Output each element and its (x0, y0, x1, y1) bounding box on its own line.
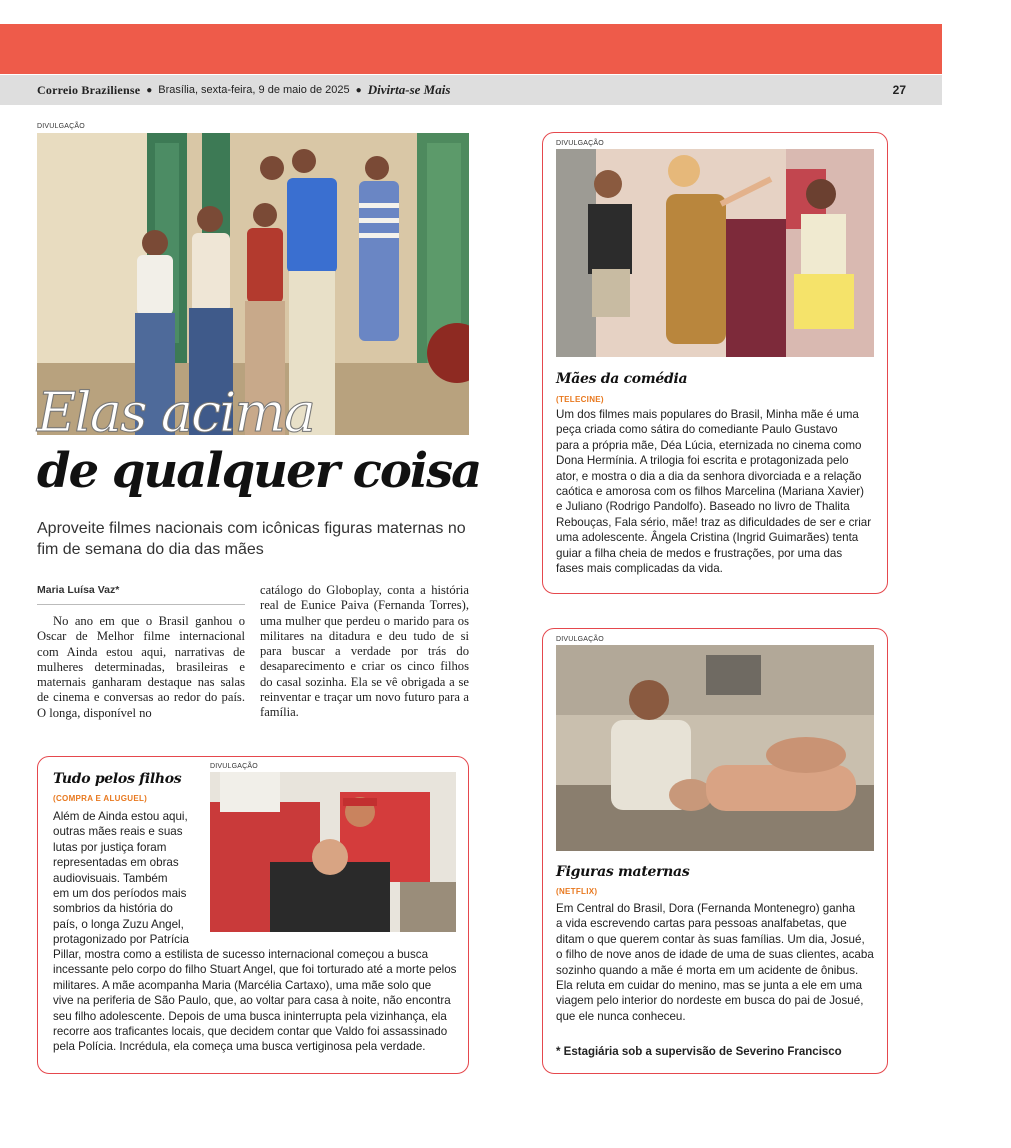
text-line: guiar a filha cheia de medos e frustrações, por uma das (556, 546, 843, 560)
text-line: viagem pelo interior do nordeste em busca do pai de Josué, (556, 994, 864, 1008)
zuzu-angel-photo (210, 772, 456, 932)
photo-credit: DIVULGAÇÃO (210, 763, 258, 770)
box-title: Mães da comédia (556, 371, 688, 387)
body-column-2: catálogo do Globoplay, conta a história real de Eunice Paiva (Fernanda Torres), uma mulher que perdeu o marido para os militares na ditadura e deu tudo de si para buscar a verdade por trás do desaparecimento e criar os cinco filhos do casal sozinha. Ela se vê obrigada a se reinventar e traçar um novo futuro para a família. (260, 583, 469, 720)
text-line: em um dos períodos mais (53, 887, 187, 901)
text-line: para a própria mãe, Déa Lúcia, eternizada no cinema como (556, 438, 862, 452)
text-line: sozinho quando a mãe é morta em um acidente de ônibus. (556, 963, 859, 977)
text-line: sombrios da história do (53, 902, 173, 916)
text-line: caótica e amorosa com os filhos Marcelina (Mariana Xavier) (556, 485, 864, 499)
central-do-brasil-photo (556, 645, 874, 851)
text-line: Dona Hermínia. A trilogia foi escrita e protagonizada pelo (556, 454, 849, 468)
text-line: uma adolescente. Ângela Cristina (Ingrid Guimarães) tenta (556, 531, 859, 545)
box-title: Figuras maternas (556, 864, 690, 880)
platform-tag: (COMPRA E ALUGUEL) (53, 794, 148, 803)
deck-subtitle: Aproveite filmes nacionais com icônicas figuras maternas no fim de semana do dia das mães (37, 520, 466, 558)
text-line: a vida escrevendo cartas para pessoas analfabetas, que (556, 917, 847, 931)
text-line: e Juliano (Rodrigo Pandolfo). Baseado no livro de Thalita (556, 500, 850, 514)
box-text-long (53, 947, 458, 1055)
text-line: outras mães reais e suas (53, 825, 183, 839)
text-line: militares. A mãe acompanha Maria (Marcélia Cartaxo), uma mãe solo que (53, 978, 432, 992)
text-line: o filho de nove anos de idade de uma de suas clientes, acaba (556, 948, 874, 962)
text-line: seu filho adolescente. Depois de uma busca ininterrupta pela vizinhança, ela (53, 1009, 447, 1023)
text-line: país, o longa Zuzu Angel, (53, 917, 184, 931)
sidebar-box-tudo-pelos-filhos (37, 756, 469, 1074)
byline-divider (37, 604, 245, 605)
sidebar-box-figuras-maternas (542, 628, 888, 1074)
top-color-bar (0, 24, 942, 74)
section-name: Divirta-se Mais (367, 82, 451, 97)
newspaper-brand: Correio Braziliense (37, 82, 141, 97)
platform-tag: (TELECINE) (556, 395, 604, 404)
page-number: 27 (892, 83, 906, 97)
text-line: representadas em obras (53, 856, 179, 870)
text-line: Além de Ainda estou aqui, (53, 810, 188, 823)
text-line: ditam o que querem contar às suas famílias. Um dia, Josué, (556, 932, 865, 946)
bullet-icon: ● (355, 84, 362, 96)
running-header (0, 75, 942, 105)
byline: Maria Luísa Vaz* (37, 584, 120, 596)
bullet-icon: ● (146, 84, 153, 96)
text-line: Ela reluta em cuidar do menino, mas se junta a ele em uma (556, 979, 863, 993)
text-line: incessante pelo corpo do filho Stuart Angel, que foi torturado até a morte pelos (53, 963, 457, 977)
text-line: vive na periferia de São Paulo, que, ao voltar para casa à noite, não encontra (53, 994, 451, 1008)
sidebar-box-maes-da-comedia (542, 132, 888, 594)
text-line: audiovisuais. Também (53, 871, 168, 885)
text-line: que ele nunca conheceu. (556, 1009, 686, 1023)
text-line: Rebouças, Fala sério, mãe! traz as dificuldades de ser e criar (556, 515, 872, 529)
platform-tag: (NETFLIX) (556, 887, 598, 896)
text-line: pela Polícia. Incrédula, ela começa uma busca vertiginosa pela verdade. (53, 1040, 426, 1054)
text-line: peça criada como sátira do comediante Paulo Gustavo (556, 423, 838, 437)
photo-credit: DIVULGAÇÃO (556, 636, 604, 643)
text-line: ator, e mostra o dia a dia da senhora divorciada e a relação (556, 469, 862, 483)
text-line: Um dos filmes mais populares do Brasil, Minha mãe é uma (556, 408, 859, 421)
box-text (556, 407, 881, 576)
text-line: lutas por justiça foram (53, 840, 167, 854)
body-column-1: No ano em que o Brasil ganhou o Oscar de Melhor filme internacional com Ainda estou aqui, narrativas de mulheres determinadas, brasileiras e maternais ganharam destaque nas salas de cinema e conversas ao redor do país. O longa, disponível no (37, 614, 245, 720)
box-text-short (53, 809, 213, 948)
headline-line-1: Elas acima (37, 381, 314, 444)
photo-credit: DIVULGAÇÃO (37, 123, 85, 130)
headline-line-2: de qualquer coisa (37, 443, 481, 499)
text-line: recorre aos traficantes locais, que decidem contar que Valdo foi assassinado (53, 1025, 448, 1039)
text-line: protagonizado por Patrícia (53, 933, 189, 947)
text-line: fases mais complicadas da vida. (556, 562, 723, 576)
box-title: Tudo pelos filhos (53, 771, 182, 787)
text-line: Pillar, mostra como a estilista de sucesso internacional começou a busca (53, 948, 429, 961)
edition-date: Brasília, sexta-feira, 9 de maio de 2025 (158, 84, 350, 96)
text-line: Em Central do Brasil, Dora (Fernanda Montenegro) ganha (556, 902, 856, 915)
minha-mae-e-uma-peca-photo (556, 149, 874, 357)
photo-credit: DIVULGAÇÃO (556, 140, 604, 147)
footnote: * Estagiária sob a supervisão de Severino Francisco (556, 1046, 842, 1058)
box-text (556, 901, 881, 1024)
